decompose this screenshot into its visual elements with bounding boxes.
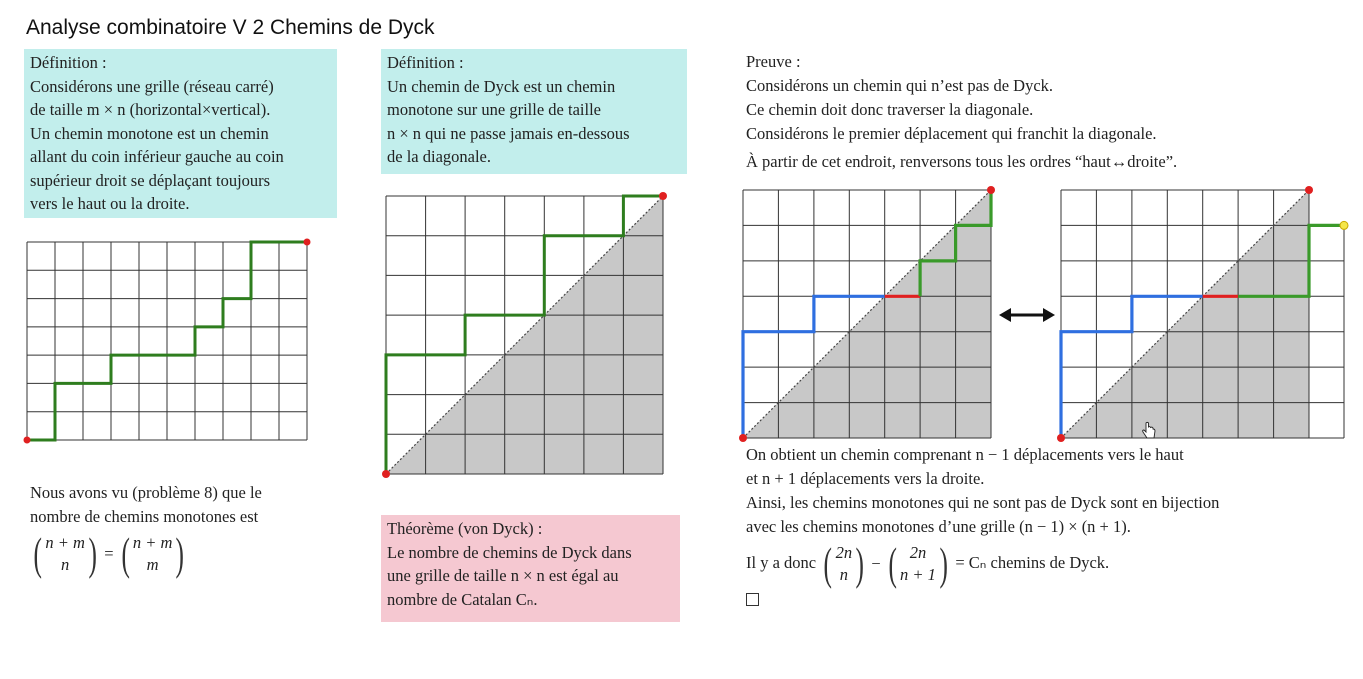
binom-top: 2n bbox=[835, 543, 853, 562]
reflected-path-grid bbox=[1061, 190, 1344, 438]
dyck-path-grid bbox=[386, 196, 663, 474]
qed-square-icon bbox=[746, 593, 759, 606]
definition-line: Un chemin de Dyck est un chemin bbox=[387, 76, 616, 96]
definition-line: Un chemin monotone est un chemin bbox=[30, 123, 269, 143]
proof-line: et n + 1 déplacements vers la droite. bbox=[746, 469, 985, 488]
binom-bottom: n + 1 bbox=[900, 565, 936, 584]
proof-line: Ainsi, les chemins monotones qui ne sont pas de Dyck sont en bijection bbox=[746, 493, 1220, 512]
original-end-point bbox=[1305, 186, 1313, 194]
new-end-point bbox=[1340, 221, 1348, 229]
binomial-formula: ( n + m n ) = ( n + m m ) bbox=[33, 528, 185, 579]
theorem-line: nombre de Catalan Cₙ. bbox=[387, 589, 538, 609]
start-point bbox=[24, 437, 31, 444]
binom-bottom: n bbox=[60, 555, 70, 574]
end-point bbox=[659, 192, 667, 200]
theorem-line: une grille de taille n × n est égal au bbox=[387, 566, 619, 585]
definition-heading: Définition : bbox=[30, 53, 107, 72]
proof-line: Ce chemin doit donc traverser la diagonale. bbox=[746, 100, 1034, 119]
definition-line: Considérons une grille (réseau carré) bbox=[30, 76, 274, 96]
end-point bbox=[987, 186, 995, 194]
note-line: nombre de chemins monotones est bbox=[30, 507, 259, 526]
equals-sign: = bbox=[104, 544, 114, 563]
proof-text bbox=[746, 50, 1177, 174]
note-line: Nous avons vu (problème 8) que le bbox=[30, 483, 262, 502]
proof-continuation bbox=[746, 443, 1219, 613]
theorem-line: Le nombre de chemins de Dyck dans bbox=[387, 542, 632, 562]
non-dyck-path-grid bbox=[743, 190, 991, 438]
start-point bbox=[739, 434, 747, 442]
start-point bbox=[382, 470, 390, 478]
monotone-count-note bbox=[30, 481, 262, 577]
proof-line: Considérons le premier déplacement qui franchit la diagonale. bbox=[746, 124, 1157, 143]
binom-bottom: n bbox=[839, 565, 848, 584]
proof-line: À partir de cet endroit, renversons tous les ordres “haut↔droite”. bbox=[746, 152, 1178, 171]
monotone-path-grid bbox=[27, 242, 307, 440]
minus-sign: − bbox=[871, 554, 881, 573]
page-title: Analyse combinatoire V 2 Chemins de Dyck bbox=[26, 16, 435, 39]
conclusion-suffix: = Cₙ chemins de Dyck. bbox=[955, 552, 1110, 572]
definition-line: allant du coin inférieur gauche au coin bbox=[30, 147, 284, 166]
binom-top: n + m bbox=[45, 533, 85, 552]
definition-line: supérieur droit se déplaçant toujours bbox=[30, 170, 271, 190]
proof-heading: Preuve : bbox=[746, 52, 801, 71]
binom-bottom: m bbox=[146, 555, 159, 574]
conclusion-prefix: Il y a donc bbox=[746, 552, 817, 572]
end-point bbox=[304, 239, 311, 246]
binom-top: 2n bbox=[909, 543, 927, 562]
proof-line: Considérons un chemin qui n’est pas de Dyck. bbox=[746, 76, 1054, 95]
binom-top: n + m bbox=[132, 533, 173, 552]
theorem-box bbox=[381, 515, 680, 622]
definition-heading: Définition : bbox=[387, 53, 464, 72]
proof-line: avec les chemins monotones d’une grille (n − 1) × (n + 1). bbox=[746, 517, 1131, 536]
theorem-heading: Théorème (von Dyck) : bbox=[387, 519, 543, 538]
definition-line: vers le haut ou la droite. bbox=[30, 194, 190, 213]
definition-line: monotone sur une grille de taille bbox=[387, 100, 601, 119]
definition-line: de la diagonale. bbox=[387, 147, 491, 166]
start-point bbox=[1057, 434, 1065, 442]
definition-monotone-box bbox=[24, 49, 337, 218]
double-arrow-icon bbox=[999, 306, 1055, 324]
definition-dyck-box bbox=[381, 49, 687, 174]
definition-line: de taille m × n (horizontal×vertical). bbox=[30, 100, 271, 119]
proof-line: On obtient un chemin comprenant n − 1 déplacements vers le haut bbox=[746, 445, 1184, 464]
hand-cursor-icon bbox=[1141, 422, 1157, 440]
definition-line: n × n qui ne passe jamais en-dessous bbox=[387, 123, 630, 143]
conclusion-formula: Il y a donc ( 2n n ) − ( 2n n + 1 ) = Cₙ chemins de Dyck. bbox=[746, 538, 1110, 589]
